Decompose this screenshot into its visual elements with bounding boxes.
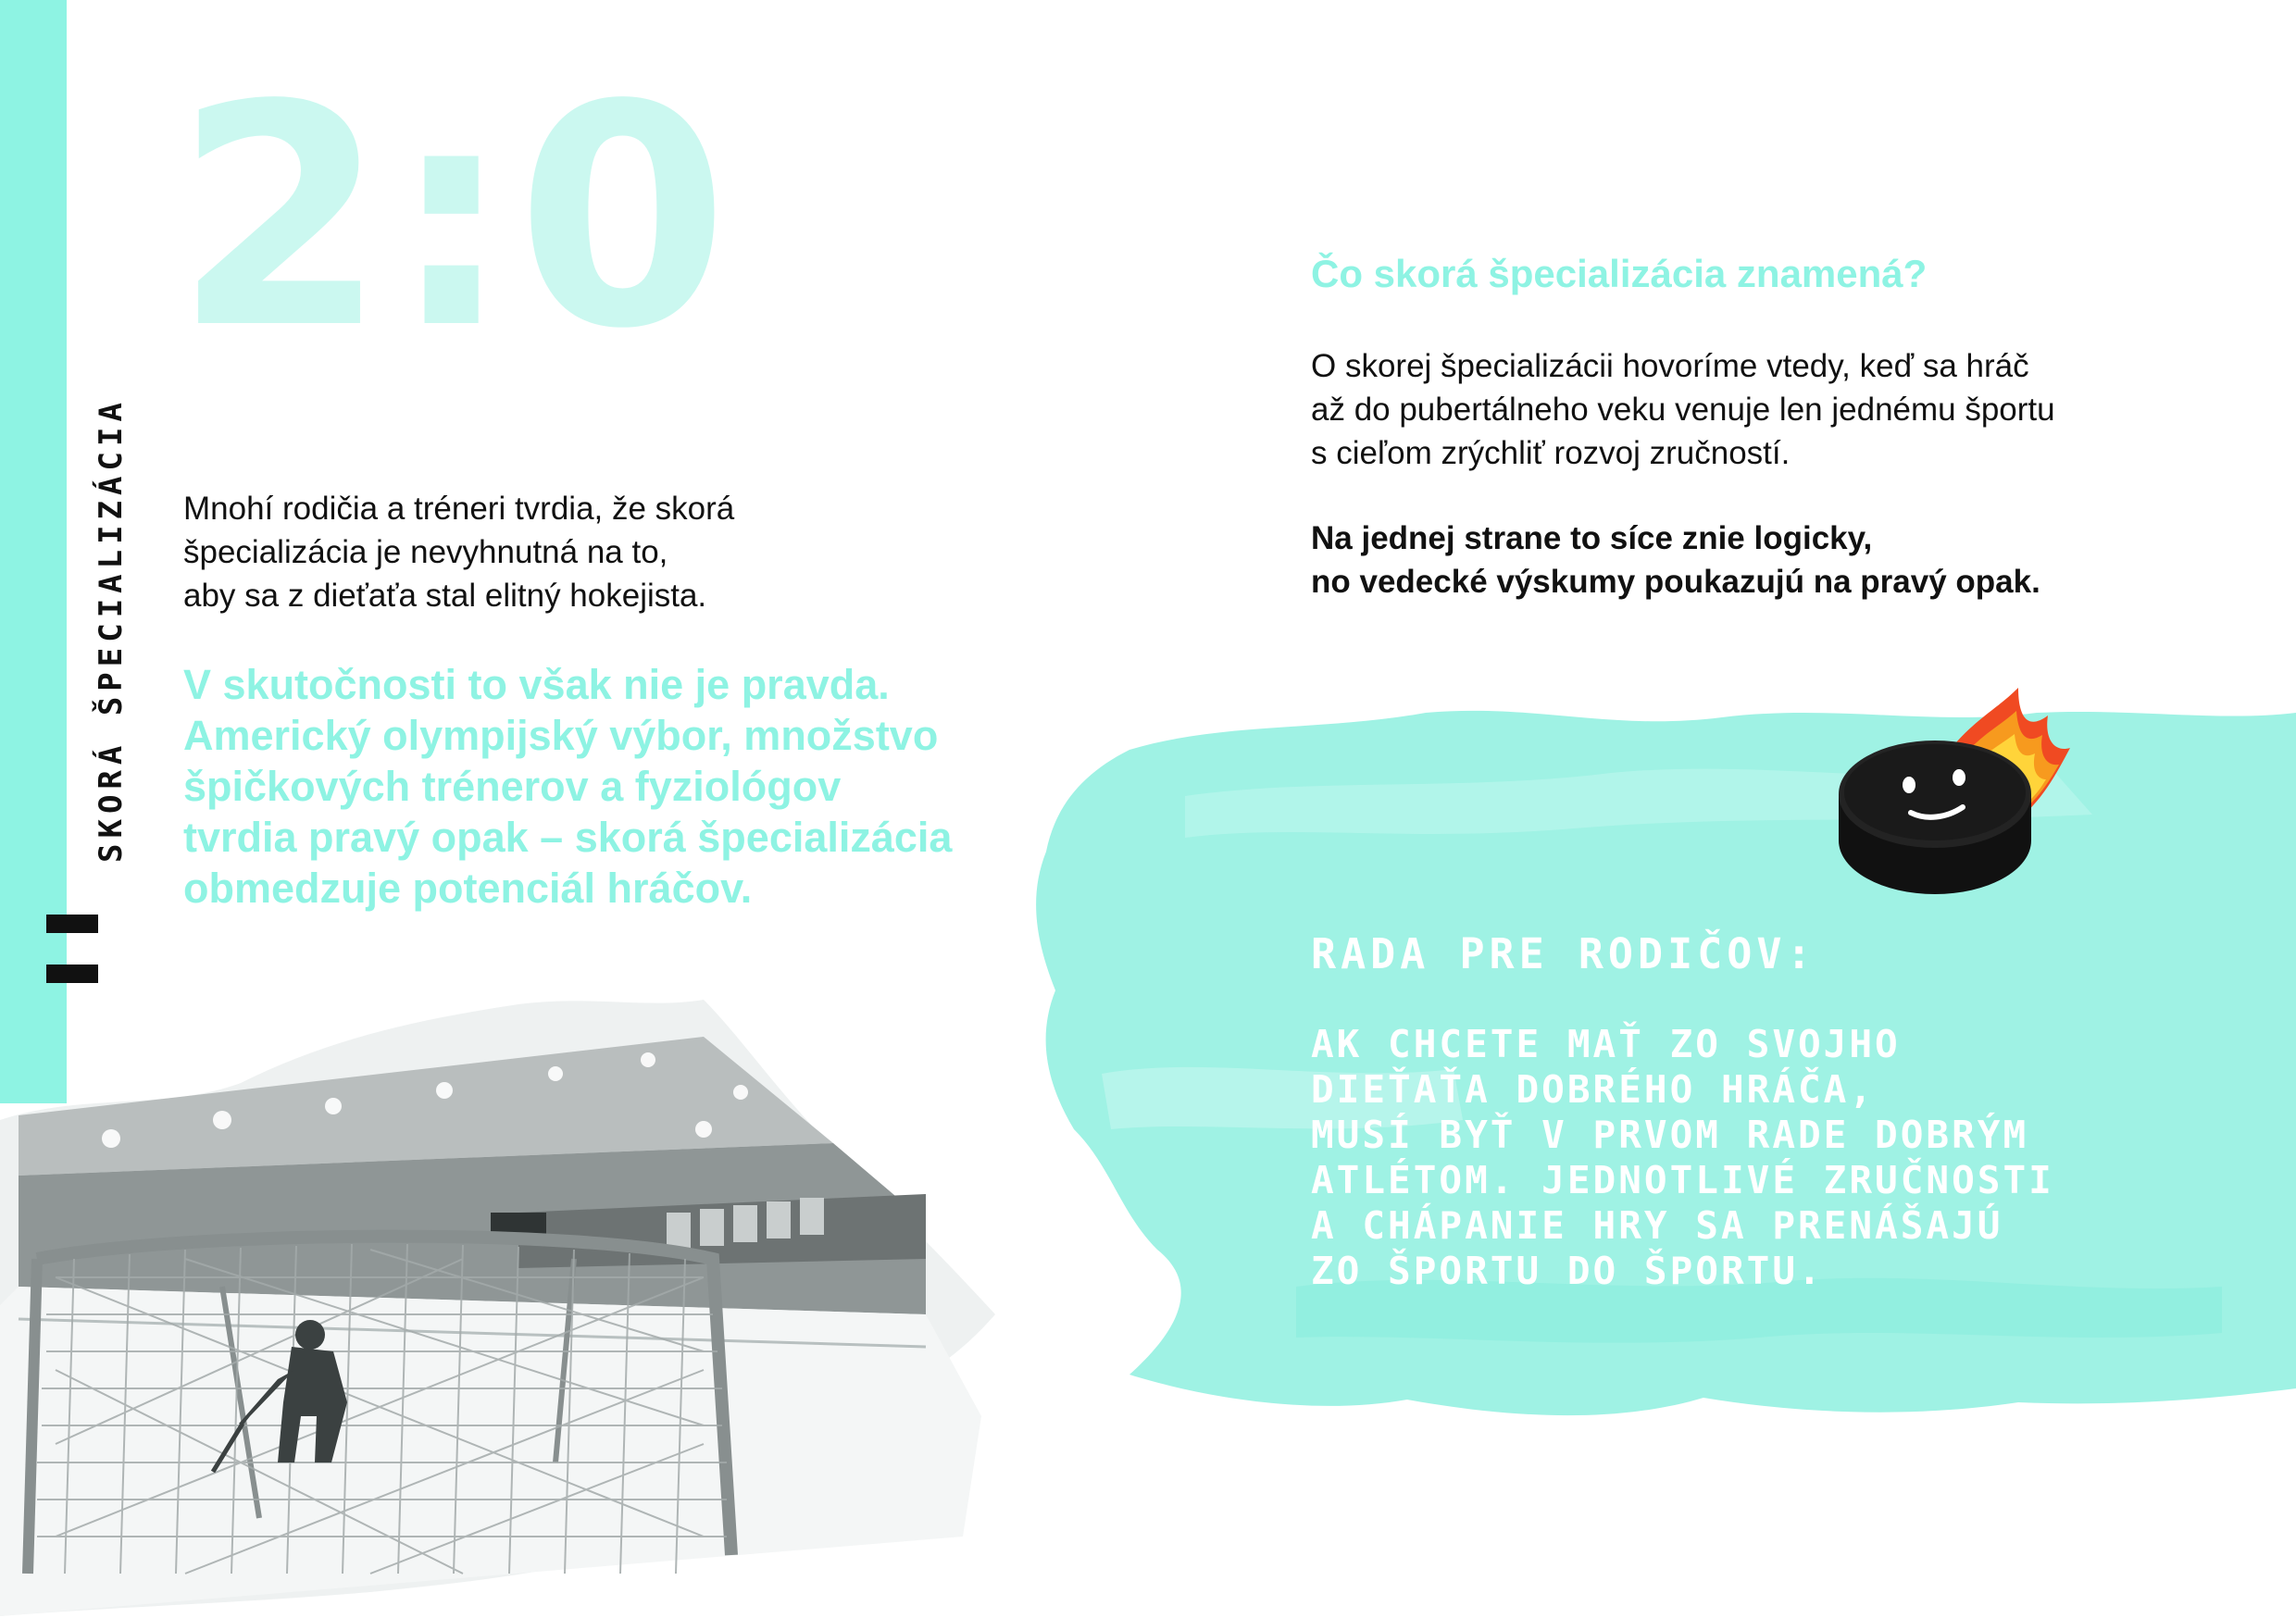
intro-paragraph — [183, 487, 1017, 617]
emphasis-paragraph — [1311, 517, 2040, 604]
advice-line: AK CHCETE MAŤ ZO SVOJHO — [1311, 1022, 1901, 1066]
hockey-rink-photo — [0, 981, 1000, 1618]
intro-line: Mnohí rodičia a tréneri tvrdia, že skorá — [183, 491, 735, 527]
advice-line: DIEŤAŤA DOBRÉHO HRÁČA, — [1311, 1067, 1876, 1112]
highlight-paragraph — [183, 659, 1017, 914]
highlight-line: V skutočnosti to však nie je pravda. — [183, 661, 890, 708]
emphasis-line: no vedecké výskumy poukazujú na pravý opak. — [1311, 564, 2040, 600]
highlight-line: tvrdia pravý opak – skorá špecializácia — [183, 814, 953, 861]
section-label: SKORÁ ŠPECIALIZÁCIA — [93, 397, 130, 863]
page-indicator-mark — [46, 915, 98, 933]
advice-line: A CHÁPANIE HRY SA PRENÁŠAJÚ — [1311, 1203, 2003, 1248]
flaming-puck-icon — [1833, 683, 2074, 896]
answer-paragraph — [1311, 344, 2055, 475]
highlight-line: obmedzuje potenciál hráčov. — [183, 865, 753, 912]
highlight-line: Americký olympijský výbor, množstvo — [183, 712, 939, 759]
intro-line: špecializácia je nevyhnutná na to, — [183, 534, 668, 570]
emphasis-line: Na jednej strane to síce znie logicky, — [1311, 520, 1873, 556]
highlight-line: špičkových trénerov a fyziológov — [183, 763, 842, 810]
answer-line: O skorej špecializácii hovoríme vtedy, keď sa hráč — [1311, 348, 2029, 384]
advice-line: ATLÉTOM. JEDNOTLIVÉ ZRUČNOSTI — [1311, 1158, 2054, 1202]
page-indicator-mark — [46, 965, 98, 983]
answer-line: s cieľom zrýchliť rozvoj zručností. — [1311, 435, 1791, 471]
advice-line: ZO ŠPORTU DO ŠPORTU. — [1311, 1249, 1824, 1293]
answer-line: až do pubertálneho veku venuje len jednému športu — [1311, 392, 2055, 428]
intro-line: aby sa z dieťaťa stal elitný hokejista. — [183, 578, 707, 614]
advice-title: RADA PRE RODIČOV: — [1311, 929, 1816, 978]
score-heading: 2:0 — [174, 40, 733, 395]
advice-body — [1311, 1022, 2054, 1294]
advice-line: MUSÍ BYŤ V PRVOM RADE DOBRÝM — [1311, 1113, 2029, 1157]
question-heading: Čo skorá špecializácia znamená? — [1311, 252, 1928, 295]
